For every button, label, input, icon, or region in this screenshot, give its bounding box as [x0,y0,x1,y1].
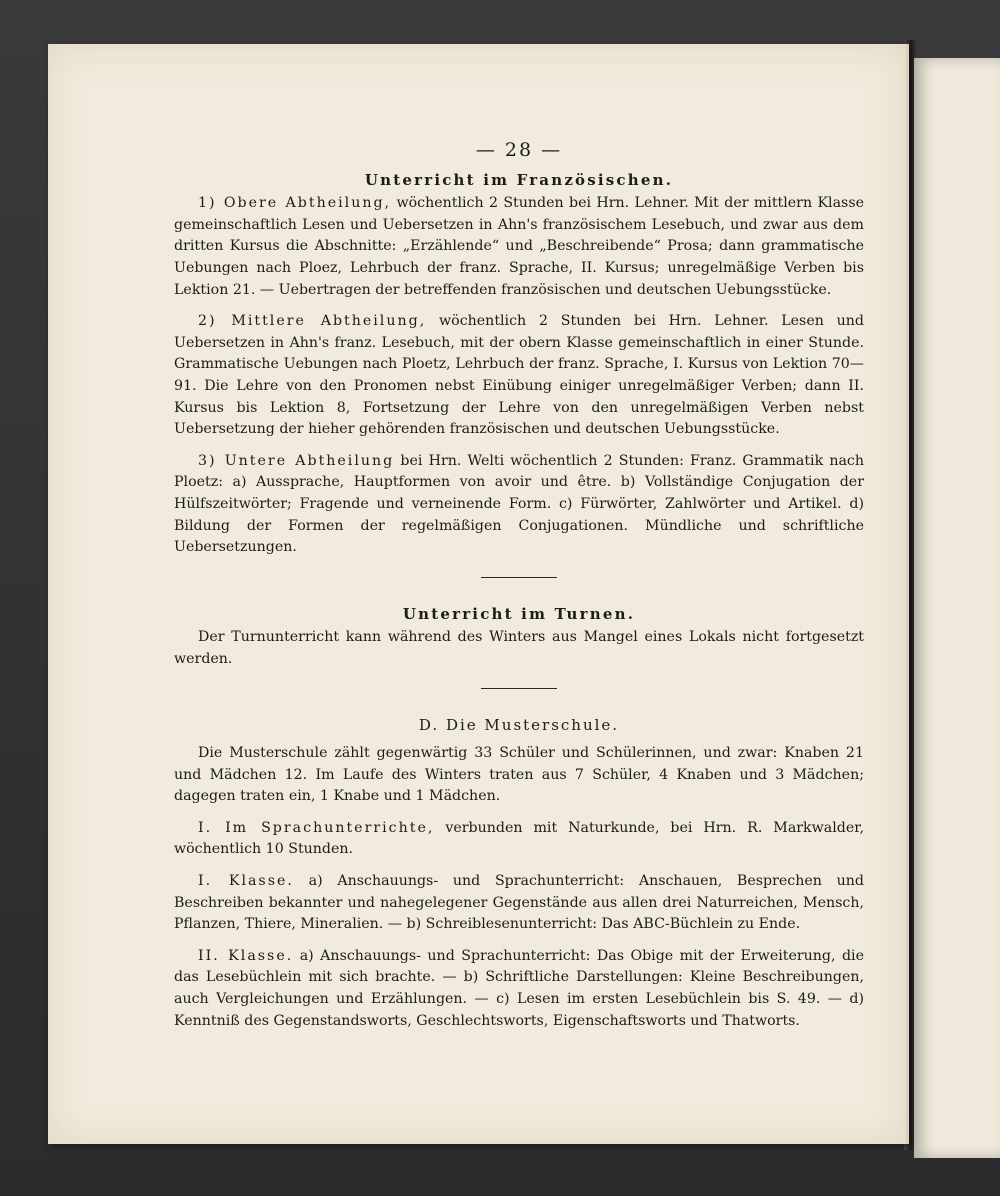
section-divider [481,577,557,578]
lead-zweite-klasse: II. Klasse. [198,947,294,964]
body-sprachunterricht: verbunden mit Naturkunde, bei Hrn. R. Markwalder, wöchentlich 10 Stunden. [174,819,865,858]
body-zweite-klasse: a) Anschauungs- und Sprachunterricht: Das Obige mit der Erweiterung, die das Lesebüchlein mit sich brachte. — b) Schriftliche Darstellungen: Kleine Beschreibungen, auch Vergleichungen und Erzählungen. — c) Lesen im ersten Lesebüchlein bis S. 49. — d) Kenntniß des Gegenstandsworts, Geschlechtsworts, Eigenschaftsworts und Thatworts. [174,947,864,1029]
paragraph-obere-abtheilung [174,193,864,301]
lead-untere-abtheilung: 3) Untere Abtheilung [198,452,395,469]
section-divider [481,688,557,689]
lead-obere-abtheilung: 1) Obere Abtheilung, [198,195,392,212]
body-untere-abtheilung: bei Hrn. Welti wöchentlich 2 Stunden: Franz. Grammatik nach Ploetz: a) Aussprache, Hauptformen von avoir und être. b) Vollständige Conjugation der Hülfszeitwörter; Fragende und verneinende Form. c) Fürwörter, Zahlwörter und Artikel. d) Bildung der Formen der regelmäßigen Conjugationen. Mündliche und schriftliche Uebersetzungen. [174,452,864,556]
lead-erste-klasse: I. Klasse. [198,873,294,890]
body-erste-klasse: a) Anschauungs- und Sprachunterricht: Anschauen, Besprechen und Beschreiben bekannter und nahegelegener Gegenstände aus allen drei Naturreichen, Mensch, Pflanzen, Thiere, Mineralien. — b) Schreiblesenunterricht: Das ABC-Büchlein zu Ende. [174,873,864,933]
body-obere-abtheilung: wöchentlich 2 Stunden bei Hrn. Lehner. Mit der mittlern Klasse gemeinschaftlich Lesen und Uebersetzen in Ahn's französischem Lesebuch, und zwar aus dem dritten Kursus die Abschnitte: „Erzählende“ und „Beschreibende“ Prosa; dann grammatische Uebungen nach Ploez, Lehrbuch der franz. Sprache, II. Kursus; unregelmäßige Verben bis Lektion 21. — Uebertragen der betreffenden französischen und deutschen Uebungsstücke. [174,195,865,298]
heading-musterschule: D. Die Musterschule. [418,716,620,735]
heading-turnen: Unterricht im Turnen. [402,604,636,623]
page-text [174,140,864,1042]
heading-franzoesisch: Unterricht im Französischen. [364,170,674,189]
paragraph-untere-abtheilung [174,451,864,559]
page-number: — 28 — [475,139,563,161]
lead-mittlere-abtheilung: 2) Mittlere Abtheilung, [198,313,427,330]
adjacent-page-edge [914,58,1000,1158]
lead-sprachunterricht: I. Im Sprachunterrichte, [198,819,435,836]
paragraph-musterschule-intro: Die Musterschule zählt gegenwärtig 33 Schüler und Schülerinnen, und zwar: Knaben 21 und Mädchen 12. Im Laufe des Winters traten aus 7 Schüler, 4 Knaben und 3 Mädchen; dagegen traten ein, 1 Knabe und 1 Mädchen. [174,745,864,805]
paragraph-erste-klasse [174,871,864,936]
body-mittlere-abtheilung: wöchentlich 2 Stunden bei Hrn. Lehner. Lesen und Uebersetzen in Ahn's franz. Lesebuch, mit der obern Klasse gemeinschaftlich in einer Stunde. Grammatische Uebungen nach Ploetz, Lehrbuch der franz. Sprache, I. Kursus von Lektion 70—91. Die Lehre von den Pronomen nebst Einübung einiger unregelmäßiger Verben; dann II. Kursus bis Lektion 8, Fortsetzung der Lehre von den unregelmäßigen Verben nebst Uebersetzung der hieher gehörenden französischen und deutschen Uebungsstücke. [174,313,865,438]
paragraph-sprachunterricht [174,818,864,861]
document-page [48,44,909,1144]
paragraph-zweite-klasse [174,946,864,1032]
paragraph-mittlere-abtheilung [174,311,864,441]
paragraph-turnen: Der Turnunterricht kann während des Winters aus Mangel eines Lokals nicht fortgesetzt werden. [174,629,864,667]
